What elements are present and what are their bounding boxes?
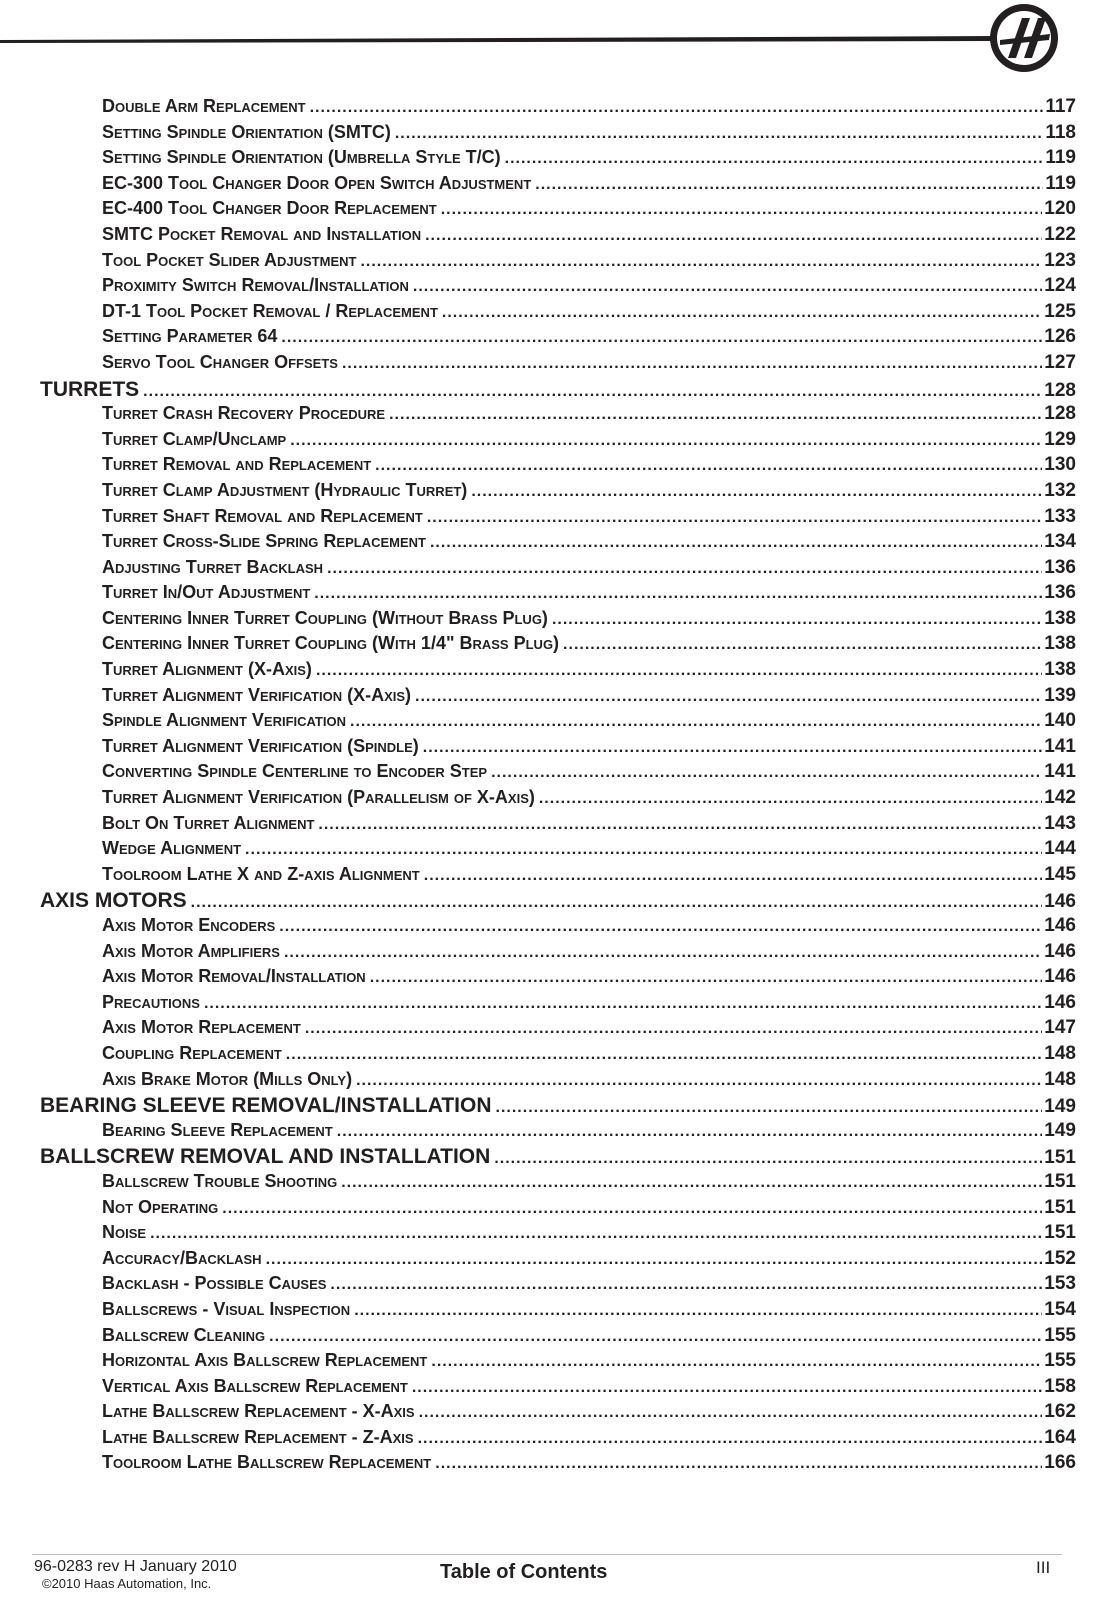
toc-entry-title: Turret Clamp/Unclamp bbox=[102, 428, 287, 449]
toc-entry-page: 136 bbox=[1044, 556, 1076, 578]
dot-leader bbox=[284, 944, 1042, 962]
toc-entry[interactable] bbox=[40, 736, 1076, 762]
toc-entry-page: 146 bbox=[1044, 966, 1076, 988]
dot-leader bbox=[389, 406, 1042, 424]
toc-entry-page: 166 bbox=[1044, 1452, 1076, 1474]
dot-leader bbox=[327, 560, 1042, 578]
toc-entry-title: Lathe Ballscrew Replacement - Z-Axis bbox=[102, 1426, 414, 1447]
toc-entry-page: 151 bbox=[1044, 1147, 1076, 1169]
toc-entry[interactable] bbox=[40, 1043, 1076, 1069]
dot-leader bbox=[318, 816, 1042, 834]
dot-leader bbox=[435, 1455, 1042, 1473]
toc-entry-title: Spindle Alignment Verification bbox=[102, 710, 346, 731]
toc-entry-title: Accuracy/Backlash bbox=[102, 1247, 262, 1268]
dot-leader bbox=[370, 969, 1043, 987]
toc-entry[interactable] bbox=[40, 352, 1076, 378]
toc-entry[interactable] bbox=[40, 608, 1076, 634]
toc-entry-page: 122 bbox=[1044, 223, 1076, 245]
toc-entry-title: Setting Spindle Orientation (Umbrella Style T/C) bbox=[102, 147, 501, 168]
toc-entry-page: 133 bbox=[1044, 505, 1076, 527]
toc-entry-title: Turret Removal and Replacement bbox=[102, 454, 372, 475]
toc-entry-page: 134 bbox=[1044, 531, 1076, 553]
toc-entry-title: Coupling Replacement bbox=[102, 1042, 282, 1063]
dot-leader bbox=[415, 688, 1042, 706]
toc-entry-title: Wedge Alignment bbox=[102, 838, 242, 859]
toc-entry-title: Turret Alignment Verification (X-Axis) bbox=[102, 684, 412, 705]
toc-entry[interactable] bbox=[40, 633, 1076, 659]
dot-leader bbox=[360, 253, 1042, 271]
toc-entry-title: Proximity Switch Removal/Installation bbox=[102, 275, 409, 296]
dot-leader bbox=[266, 1251, 1043, 1269]
toc-entry-title: Double Arm Replacement bbox=[102, 96, 306, 116]
toc-entry-page: 147 bbox=[1044, 1017, 1076, 1039]
toc-entry-title: Turret Alignment Verification (Spindle) bbox=[102, 735, 419, 756]
haas-logo-icon bbox=[0, 0, 1117, 80]
toc-section-entry[interactable] bbox=[40, 1094, 1076, 1120]
dot-leader bbox=[418, 1430, 1043, 1448]
toc-entry-title: Axis Motor Removal/Installation bbox=[102, 966, 366, 987]
dot-leader bbox=[491, 764, 1042, 782]
toc-entry-page: 126 bbox=[1044, 326, 1076, 348]
toc-entry[interactable] bbox=[40, 1350, 1076, 1376]
toc-entry-page: 148 bbox=[1044, 1042, 1076, 1064]
toc-entry-page: 127 bbox=[1044, 351, 1076, 373]
toc-entry-title: Axis Brake Motor (Mills Only) bbox=[102, 1068, 353, 1089]
toc-entry-page: 154 bbox=[1044, 1298, 1076, 1320]
toc-entry-page: 141 bbox=[1044, 761, 1076, 783]
toc-entry-page: 120 bbox=[1044, 198, 1076, 220]
dot-leader bbox=[423, 739, 1043, 757]
dot-leader bbox=[430, 534, 1042, 552]
toc-entry-page: 149 bbox=[1044, 1096, 1076, 1118]
toc-entry[interactable] bbox=[40, 429, 1076, 455]
dot-leader bbox=[424, 867, 1043, 885]
toc-entry[interactable] bbox=[40, 147, 1076, 173]
dot-leader bbox=[222, 1200, 1042, 1218]
toc-entry-page: 128 bbox=[1044, 379, 1076, 401]
toc-entry-title: BALLSCREW REMOVAL AND INSTALLATION bbox=[40, 1145, 491, 1169]
toc-entry[interactable] bbox=[40, 326, 1076, 352]
toc-entry-page: 124 bbox=[1044, 275, 1076, 297]
dot-leader bbox=[413, 278, 1042, 296]
toc-entry[interactable] bbox=[40, 224, 1076, 250]
dot-leader bbox=[330, 1276, 1042, 1294]
toc-entry-page: 119 bbox=[1045, 172, 1076, 194]
toc-entry-title: BEARING SLEEVE REMOVAL/INSTALLATION bbox=[40, 1094, 492, 1118]
toc-entry-page: 158 bbox=[1044, 1375, 1076, 1397]
toc-entry-page: 140 bbox=[1044, 710, 1076, 732]
toc-entry-page: 141 bbox=[1044, 735, 1076, 757]
toc-entry-title: Setting Parameter 64 bbox=[102, 326, 278, 347]
dot-leader bbox=[539, 790, 1042, 808]
toc-entry[interactable] bbox=[40, 685, 1076, 711]
toc-entry-page: 139 bbox=[1044, 684, 1076, 706]
doc-id: 96-0283 rev H January 2010 bbox=[34, 1558, 237, 1575]
toc-entry-title: Lathe Ballscrew Replacement - X-Axis bbox=[102, 1401, 415, 1422]
toc-entry-title: Not Operating bbox=[102, 1196, 219, 1217]
toc-entry-title: Converting Spindle Centerline to Encoder Step bbox=[102, 761, 488, 782]
toc-entry-page: 162 bbox=[1044, 1401, 1076, 1423]
copyright: ©2010 Haas Automation, Inc. bbox=[42, 1576, 212, 1591]
toc-entry-page: 136 bbox=[1044, 582, 1076, 604]
toc-entry-page: 143 bbox=[1044, 812, 1076, 834]
toc-entry[interactable] bbox=[40, 1120, 1076, 1146]
dot-leader bbox=[342, 355, 1042, 373]
footer-divider bbox=[32, 1554, 1062, 1555]
dot-leader bbox=[427, 509, 1042, 527]
dot-leader bbox=[535, 176, 1043, 194]
toc-entry-title: Tool Pocket Slider Adjustment bbox=[102, 249, 357, 270]
toc-entry-page: 153 bbox=[1044, 1273, 1076, 1295]
dot-leader bbox=[290, 432, 1042, 450]
toc-entry-page: 144 bbox=[1044, 838, 1076, 860]
toc-entry-title: Turret Alignment (X-Axis) bbox=[102, 659, 312, 680]
dot-leader bbox=[245, 841, 1042, 859]
toc-entry-title: Backlash - Possible Causes bbox=[102, 1273, 327, 1294]
dot-leader bbox=[442, 304, 1042, 322]
dot-leader bbox=[350, 713, 1042, 731]
toc-entry-title: AXIS MOTORS bbox=[40, 889, 187, 913]
toc-entry[interactable] bbox=[40, 173, 1076, 199]
toc-section-entry[interactable] bbox=[40, 378, 1076, 404]
toc-entry-page: 155 bbox=[1044, 1324, 1076, 1346]
toc-entry[interactable] bbox=[40, 454, 1076, 480]
toc-entry-page: 146 bbox=[1044, 991, 1076, 1013]
toc-entry-page: 129 bbox=[1044, 428, 1076, 450]
toc-entry[interactable] bbox=[40, 1248, 1076, 1274]
toc-entry-title: Turret Clamp Adjustment (Hydraulic Turret) bbox=[102, 479, 468, 500]
toc-entry-title: Ballscrew Trouble Shooting bbox=[102, 1170, 338, 1191]
toc-entry[interactable] bbox=[40, 915, 1076, 941]
toc-entry[interactable] bbox=[40, 1401, 1076, 1427]
toc-entry[interactable] bbox=[40, 557, 1076, 583]
dot-leader bbox=[419, 1404, 1043, 1422]
toc-entry-title: DT-1 Tool Pocket Removal / Replacement bbox=[102, 300, 438, 321]
footer-doc-info bbox=[34, 1558, 237, 1592]
toc-entry[interactable] bbox=[40, 761, 1076, 787]
toc-entry-page: 164 bbox=[1044, 1426, 1076, 1448]
toc-entry-title: Ballscrews - Visual Inspection bbox=[102, 1298, 351, 1319]
toc-entry-title: Setting Spindle Orientation (SMTC) bbox=[102, 121, 391, 142]
toc-entry-title: Ballscrew Cleaning bbox=[102, 1324, 266, 1345]
toc-entry[interactable] bbox=[40, 96, 1076, 122]
dot-leader bbox=[505, 150, 1044, 168]
toc-entry[interactable] bbox=[40, 813, 1076, 839]
toc-entry-title: Horizontal Axis Ballscrew Replacement bbox=[102, 1350, 428, 1371]
toc-entry-title: EC-400 Tool Changer Door Replacement bbox=[102, 198, 437, 219]
toc-entry-page: 125 bbox=[1044, 300, 1076, 322]
toc-entry[interactable] bbox=[40, 966, 1076, 992]
page-header bbox=[0, 0, 1117, 80]
dot-leader bbox=[356, 1072, 1042, 1090]
toc-entry[interactable] bbox=[40, 506, 1076, 532]
toc-entry[interactable] bbox=[40, 941, 1076, 967]
toc-entry-page: 123 bbox=[1044, 249, 1076, 271]
section-title: Table of Contents bbox=[440, 1561, 608, 1583]
toc-entry-title: Axis Motor Encoders bbox=[102, 915, 276, 935]
toc-entry[interactable] bbox=[40, 1017, 1076, 1043]
toc-entry-title: SMTC Pocket Removal and Installation bbox=[102, 223, 422, 244]
toc-entry-title: Centering Inner Turret Coupling (With 1/4" Brass Plug) bbox=[102, 633, 560, 654]
toc-entry-title: Turret Shaft Removal and Replacement bbox=[102, 505, 423, 526]
toc-entry-title: Axis Motor Amplifiers bbox=[102, 940, 280, 961]
toc-entry-title: Bolt On Turret Alignment bbox=[102, 812, 315, 833]
toc-entry-page: 149 bbox=[1044, 1119, 1076, 1141]
toc-entry[interactable] bbox=[40, 1222, 1076, 1248]
dot-leader bbox=[191, 894, 1043, 912]
toc-entry-page: 118 bbox=[1045, 121, 1076, 143]
dot-leader bbox=[269, 1328, 1042, 1346]
dot-leader bbox=[412, 1379, 1042, 1397]
toc-entry-page: 155 bbox=[1044, 1350, 1076, 1372]
toc-entry-page: 151 bbox=[1044, 1196, 1076, 1218]
toc-entry[interactable] bbox=[40, 250, 1076, 276]
toc-entry-page: 151 bbox=[1044, 1222, 1076, 1244]
toc-section-entry[interactable] bbox=[40, 1145, 1076, 1171]
dot-leader bbox=[425, 227, 1042, 245]
dot-leader bbox=[143, 383, 1042, 401]
toc-entry[interactable] bbox=[40, 582, 1076, 608]
toc-entry[interactable] bbox=[40, 301, 1076, 327]
dot-leader bbox=[286, 1046, 1043, 1064]
toc-entry-title: Noise bbox=[102, 1222, 147, 1243]
dot-leader bbox=[316, 662, 1042, 680]
toc-entry[interactable] bbox=[40, 531, 1076, 557]
dot-leader bbox=[431, 1353, 1042, 1371]
toc-entry-title: Servo Tool Changer Offsets bbox=[102, 351, 338, 372]
toc-entry[interactable] bbox=[40, 992, 1076, 1018]
toc-section-entry[interactable] bbox=[40, 889, 1076, 915]
dot-leader bbox=[310, 99, 1044, 117]
dot-leader bbox=[395, 125, 1043, 143]
dot-leader bbox=[494, 1150, 1042, 1168]
toc-entry-title: EC-300 Tool Changer Door Open Switch Adjustment bbox=[102, 172, 532, 193]
dot-leader bbox=[471, 483, 1042, 501]
toc-entry[interactable] bbox=[40, 1197, 1076, 1223]
toc-entry-page: 130 bbox=[1044, 454, 1076, 476]
dot-leader bbox=[281, 329, 1042, 347]
toc-entry-page: 142 bbox=[1044, 787, 1076, 809]
toc-entry-page: 152 bbox=[1044, 1247, 1076, 1269]
toc-entry-page: 138 bbox=[1044, 633, 1076, 655]
toc-entry-page: 119 bbox=[1045, 147, 1076, 169]
toc-entry-page: 138 bbox=[1044, 607, 1076, 629]
toc-entry[interactable] bbox=[40, 275, 1076, 301]
toc-entry-title: Centering Inner Turret Coupling (Without Brass Plug) bbox=[102, 607, 548, 628]
dot-leader bbox=[279, 918, 1042, 936]
toc-entry-page: 146 bbox=[1044, 891, 1076, 913]
dot-leader bbox=[441, 201, 1043, 219]
dot-leader bbox=[496, 1099, 1043, 1117]
toc-entry-title: Adjusting Turret Backlash bbox=[102, 556, 324, 577]
toc-entry-page: 132 bbox=[1044, 479, 1076, 501]
toc-entry[interactable] bbox=[40, 1427, 1076, 1453]
toc-entry-title: Turret Alignment Verification (Parallelism of X-Axis) bbox=[102, 787, 535, 808]
dot-leader bbox=[314, 585, 1042, 603]
toc-entry-title: Vertical Axis Ballscrew Replacement bbox=[102, 1375, 408, 1396]
dot-leader bbox=[563, 636, 1042, 654]
toc-entry-page: 151 bbox=[1044, 1170, 1076, 1192]
toc-entry-title: Turret Crash Recovery Procedure bbox=[102, 403, 386, 424]
toc-entry-title: Turret Cross-Slide Spring Replacement bbox=[102, 531, 426, 552]
toc-entry[interactable] bbox=[40, 838, 1076, 864]
toc-entry[interactable] bbox=[40, 1325, 1076, 1351]
dot-leader bbox=[337, 1123, 1043, 1141]
toc-entry-page: 146 bbox=[1044, 940, 1076, 962]
toc-entry-page: 145 bbox=[1044, 863, 1076, 885]
toc-entry[interactable] bbox=[40, 480, 1076, 506]
toc-entry[interactable] bbox=[40, 1299, 1076, 1325]
dot-leader bbox=[341, 1174, 1042, 1192]
page-number: III bbox=[1036, 1558, 1051, 1577]
dot-leader bbox=[204, 995, 1042, 1013]
toc-entry-title: Turret In/Out Adjustment bbox=[102, 582, 311, 603]
toc-entry[interactable] bbox=[40, 403, 1076, 429]
dot-leader bbox=[552, 611, 1042, 629]
toc-entry-title: TURRETS bbox=[40, 377, 140, 401]
dot-leader bbox=[375, 457, 1042, 475]
table-of-contents bbox=[40, 96, 1076, 1478]
toc-entry-page: 138 bbox=[1044, 659, 1076, 681]
toc-entry-title: Bearing Sleeve Replacement bbox=[102, 1119, 333, 1140]
toc-entry-title: Toolroom Lathe X and Z-axis Alignment bbox=[102, 863, 420, 884]
toc-entry[interactable] bbox=[40, 710, 1076, 736]
toc-entry[interactable] bbox=[40, 1171, 1076, 1197]
toc-entry-page: 117 bbox=[1045, 96, 1076, 117]
dot-leader bbox=[305, 1020, 1042, 1038]
toc-entry-page: 146 bbox=[1044, 915, 1076, 936]
toc-entry-page: 128 bbox=[1044, 403, 1076, 425]
toc-entry[interactable] bbox=[40, 864, 1076, 890]
toc-entry[interactable] bbox=[40, 122, 1076, 148]
toc-entry-page: 148 bbox=[1044, 1068, 1076, 1090]
dot-leader bbox=[354, 1302, 1042, 1320]
toc-entry-title: Precautions bbox=[102, 991, 200, 1012]
toc-entry[interactable] bbox=[40, 198, 1076, 224]
toc-entry[interactable] bbox=[40, 1452, 1076, 1478]
toc-entry-title: Toolroom Lathe Ballscrew Replacement bbox=[102, 1452, 432, 1473]
toc-entry[interactable] bbox=[40, 1376, 1076, 1402]
toc-entry[interactable] bbox=[40, 1069, 1076, 1095]
toc-entry[interactable] bbox=[40, 1273, 1076, 1299]
dot-leader bbox=[150, 1225, 1042, 1243]
toc-entry-title: Axis Motor Replacement bbox=[102, 1017, 301, 1038]
toc-entry[interactable] bbox=[40, 659, 1076, 685]
toc-entry[interactable] bbox=[40, 787, 1076, 813]
